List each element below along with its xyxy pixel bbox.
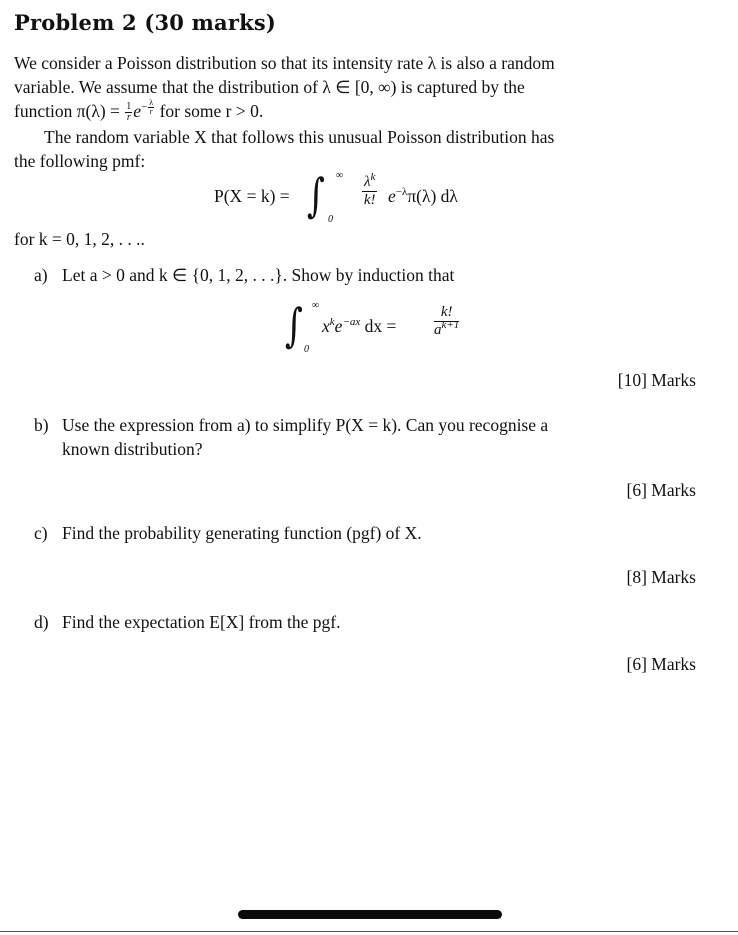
intro-paragraph	[14, 52, 704, 123]
part-b-line-2: known distribution?	[62, 438, 203, 459]
part-c-label: c)	[34, 523, 48, 543]
bottom-divider	[0, 931, 738, 932]
induction-fraction-denominator	[434, 319, 460, 339]
part-c-marks: [8] Marks	[626, 567, 696, 587]
pmf-integrand-tail: π(λ) dλ	[407, 186, 458, 206]
pmf-numerator-base: λ	[364, 174, 371, 190]
integrand-dx: dx =	[364, 316, 397, 336]
induction-fraction	[434, 304, 459, 339]
prior-fraction-denominator: r	[126, 112, 131, 124]
part-d-label: d)	[34, 612, 49, 632]
pmf-integrand-rest	[388, 186, 458, 207]
pmf-numerator-exponent: k	[370, 171, 376, 183]
part-c	[34, 522, 698, 546]
part-d	[34, 611, 698, 635]
integrand-base: x	[322, 316, 330, 336]
part-d-text: Find the expectation E[X] from the pgf.	[62, 612, 341, 632]
pmf-fraction	[362, 171, 377, 209]
integral-lower-limit: 0	[328, 214, 333, 225]
prior-exponent-minus: −	[141, 101, 148, 114]
part-a-marks: [10] Marks	[617, 370, 696, 390]
prior-exponent-numerator: λ	[149, 98, 154, 107]
pmf-intro-paragraph	[14, 126, 704, 173]
integrand-exp-exponent: −ax	[342, 316, 361, 329]
intro-line-2: variable. We assume that the distribution of λ ∈ [0, ∞) is captured by the	[14, 76, 525, 97]
pmf-fraction-denominator: k!	[363, 192, 376, 208]
home-indicator-bar[interactable]	[238, 910, 502, 919]
integrand-exp-base: e	[334, 316, 343, 336]
pmf-intro-line-2: the following pmf:	[14, 150, 146, 171]
pmf-exp-base: e	[388, 186, 396, 206]
intro-line-1: We consider a Poisson distribution so that its intensity rate λ is also a random	[14, 53, 555, 73]
integrand-exponent: k	[329, 316, 335, 329]
problem-title: Problem 2 (30 marks)	[14, 10, 277, 35]
prior-exponent-fraction	[148, 99, 154, 116]
part-b-label: b)	[34, 415, 49, 435]
intro-line-3-start: function π(λ) =	[14, 100, 125, 121]
prior-fraction	[125, 102, 132, 123]
part-d-marks: [6] Marks	[626, 654, 696, 674]
pmf-intro-line-1: The random variable X that follows this unusual Poisson distribution has	[44, 127, 555, 147]
prior-exponent	[141, 98, 155, 116]
intro-line-3	[14, 99, 704, 123]
part-a-text: Let a > 0 and k ∈ {0, 1, 2, . . .}. Show by induction that	[62, 265, 455, 285]
part-a-label: a)	[34, 265, 48, 285]
pmf-lhs: P(X = k) =	[214, 186, 290, 206]
induction-den-base: a	[434, 322, 442, 338]
integral-sign: ∫	[306, 168, 325, 222]
prior-exponent-denominator: r	[149, 107, 153, 116]
integral-2-upper-limit: ∞	[312, 300, 320, 311]
induction-integrand	[322, 316, 396, 337]
for-k-line: for k = 0, 1, 2, . . ..	[14, 229, 145, 249]
part-b-marks: [6] Marks	[626, 480, 696, 500]
part-c-text: Find the probability generating function (pgf) of X.	[62, 523, 422, 543]
part-a	[34, 264, 698, 288]
pmf-fraction-numerator	[362, 171, 377, 192]
integral-upper-limit: ∞	[336, 170, 344, 181]
part-b	[34, 414, 698, 461]
part-b-line-1: Use the expression from a) to simplify P(X = k). Can you recognise a	[62, 415, 549, 435]
prior-fraction-numerator: 1	[126, 101, 132, 113]
intro-line-3-end: for some r > 0.	[155, 100, 264, 121]
induction-den-exponent: k+1	[441, 319, 460, 331]
induction-fraction-numerator: k!	[434, 304, 459, 322]
integral-sign-2: ∫	[284, 298, 303, 352]
prior-exp-base: e	[133, 100, 142, 121]
integral-2-lower-limit: 0	[304, 344, 309, 355]
pmf-exp-exponent: −λ	[395, 186, 408, 199]
